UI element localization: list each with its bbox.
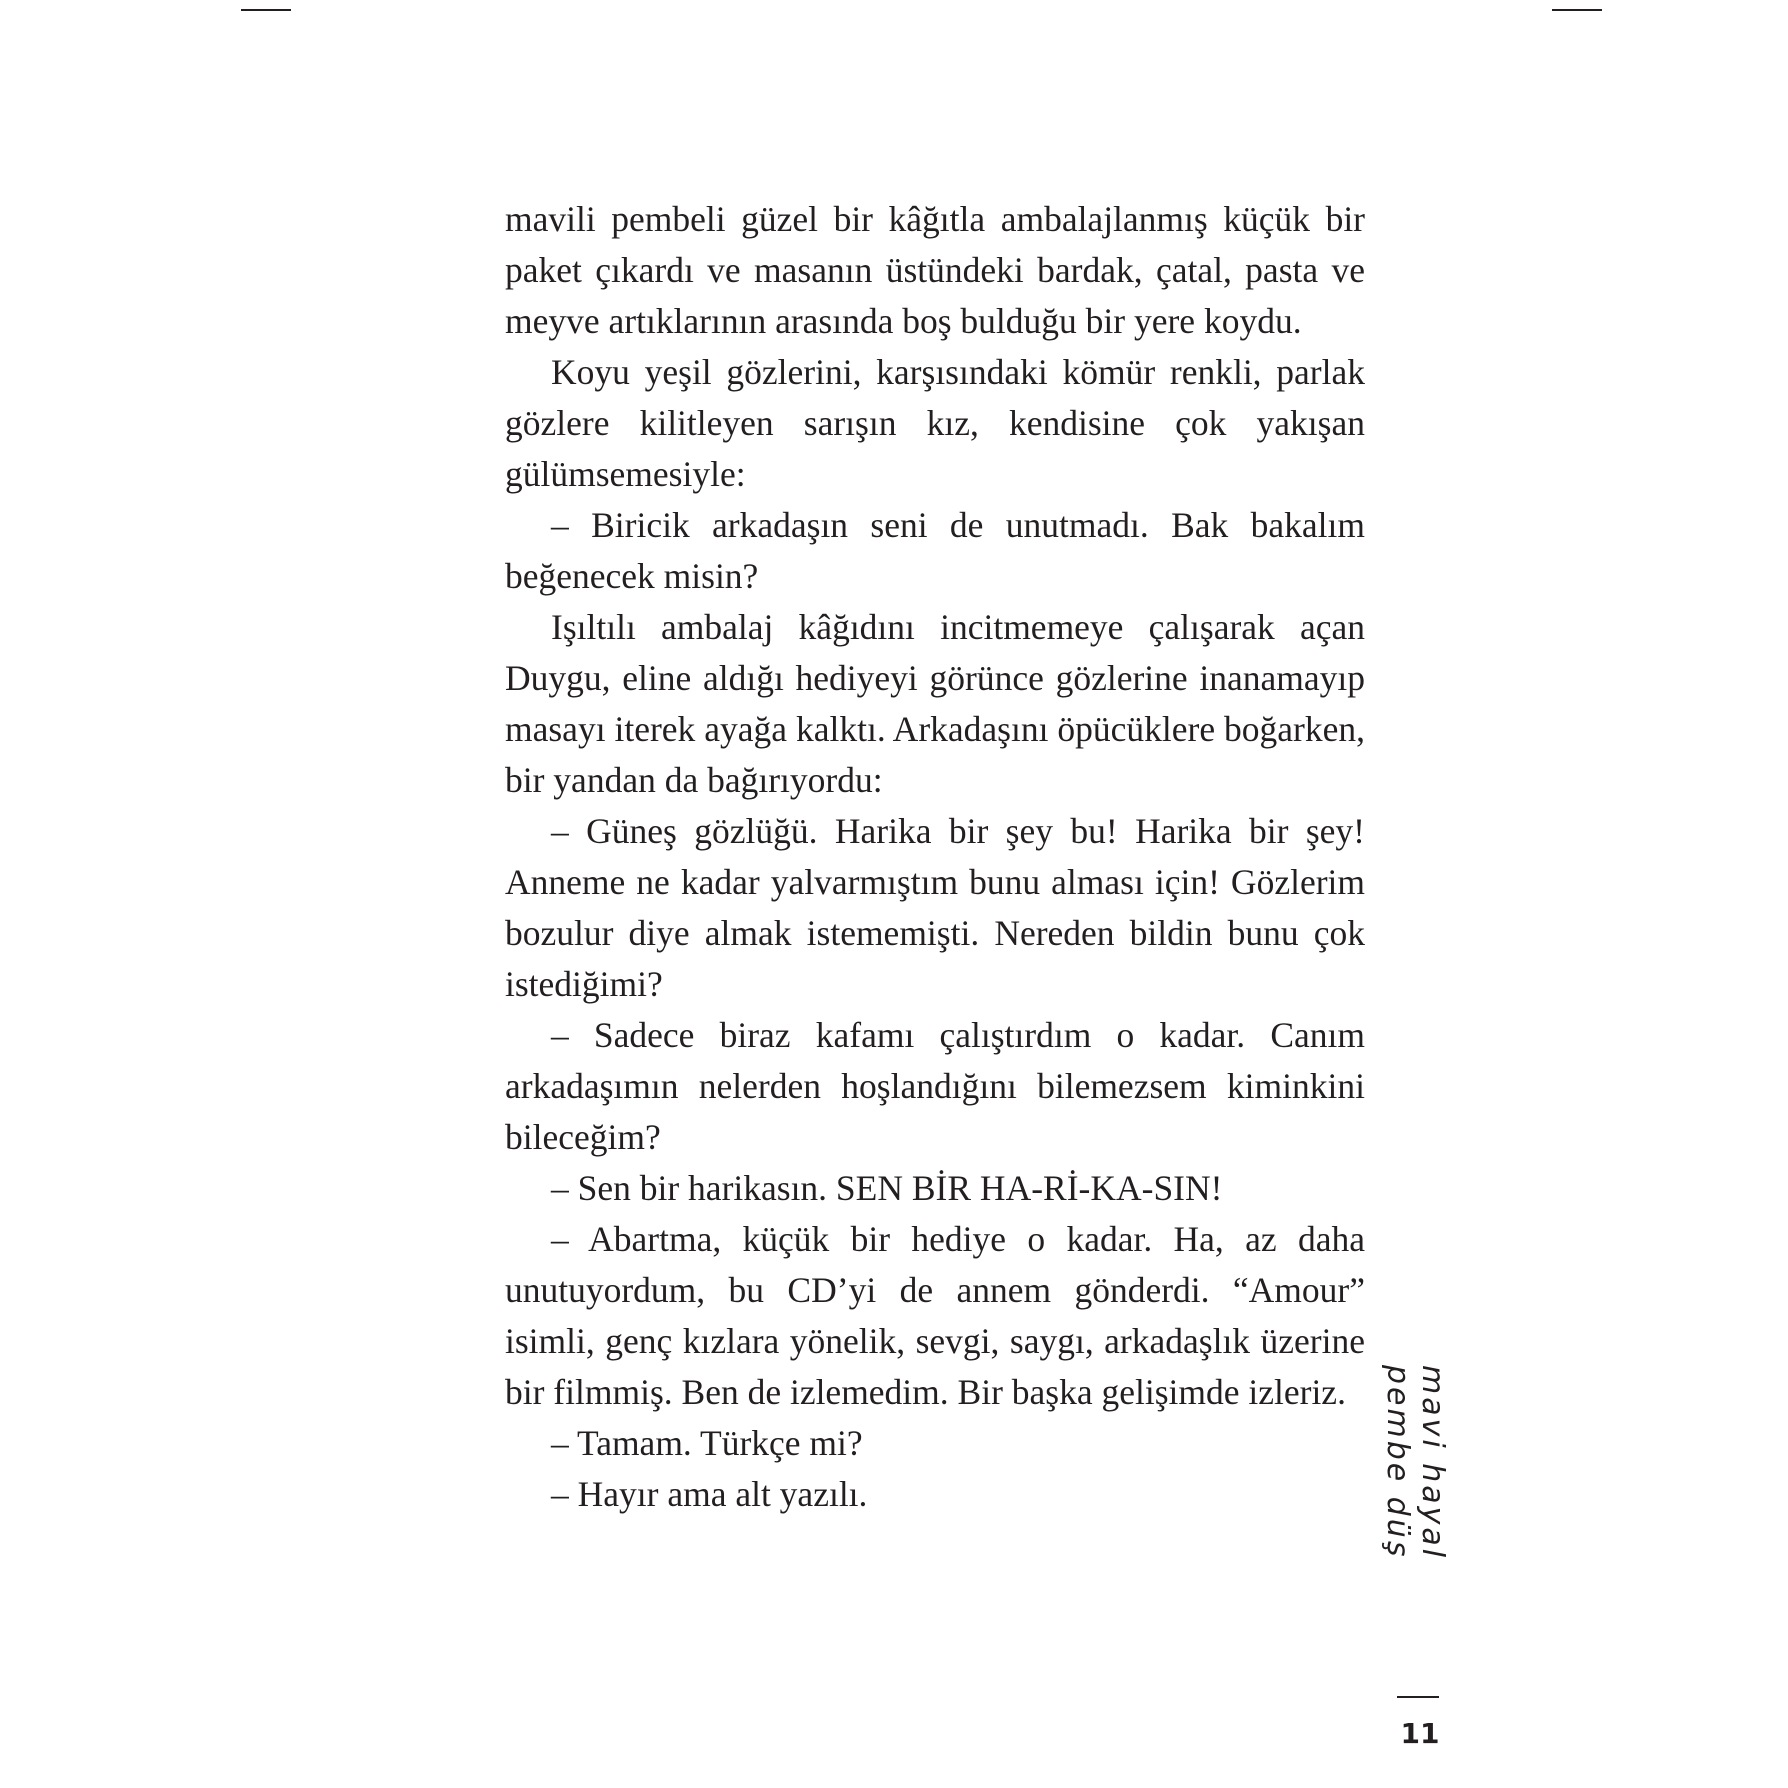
paragraph: Işıltılı ambalaj kâğıdını incitmemeye çalışarak açan Duygu, eline aldığı hediyeyi görünce gözlerine inanamayıp masayı iterek ayağa kalktı. Arkadaşını öpücüklere boğarken, bir yandan da bağırıyordu: xyxy=(505,607,1365,800)
folio-divider xyxy=(1397,1696,1439,1698)
dialogue-line: – Biricik arkadaşın seni de unutmadı. Bak bakalım beğenecek misin? xyxy=(505,505,1365,596)
dialogue-line: – Sadece biraz kafamı çalıştırdım o kadar. Canım arkadaşımın nelerden hoşlandığını bilemezsem kiminkini bileceğim? xyxy=(505,1015,1365,1157)
page-number: 11 xyxy=(1400,1717,1440,1750)
running-title: mavi hayal pembe düş xyxy=(1380,1365,1450,1561)
dialogue-line: – Hayır ama alt yazılı. xyxy=(551,1474,868,1514)
dialogue-line: – Tamam. Türkçe mi? xyxy=(551,1423,863,1463)
crop-mark-left xyxy=(241,9,291,11)
dialogue-line: – Sen bir harikasın. SEN BİR HA-Rİ-KA-SIN! xyxy=(551,1168,1223,1208)
paragraph: mavili pembeli güzel bir kâğıtla ambalajlanmış küçük bir paket çıkardı ve masanın üstündeki bardak, çatal, pasta ve meyve artıklarının arasında boş bulduğu bir yere koydu. xyxy=(505,199,1365,341)
dialogue-line: – Güneş gözlüğü. Harika bir şey bu! Harika bir şey! Anneme ne kadar yalvarmıştım bunu alması için! Gözlerim bozulur diye almak istememişti. Nereden bildin bunu çok istediğimi? xyxy=(505,811,1365,1004)
body-text xyxy=(505,194,1365,1520)
paragraph: Koyu yeşil gözlerini, karşısındaki kömür renkli, parlak gözlere kilitleyen sarışın kız, kendisine çok yakışan gülümsemesiyle: xyxy=(505,352,1365,494)
crop-mark-right xyxy=(1552,9,1602,11)
dialogue-line: – Abartma, küçük bir hediye o kadar. Ha, az daha unutuyordum, bu CD’yi de annem gönderdi. “Amour” isimli, genç kızlara yönelik, sevgi, saygı, arkadaşlık üzerine bir filmmiş. Ben de izlemedim. Bir başka gelişimde izleriz. xyxy=(505,1219,1365,1412)
